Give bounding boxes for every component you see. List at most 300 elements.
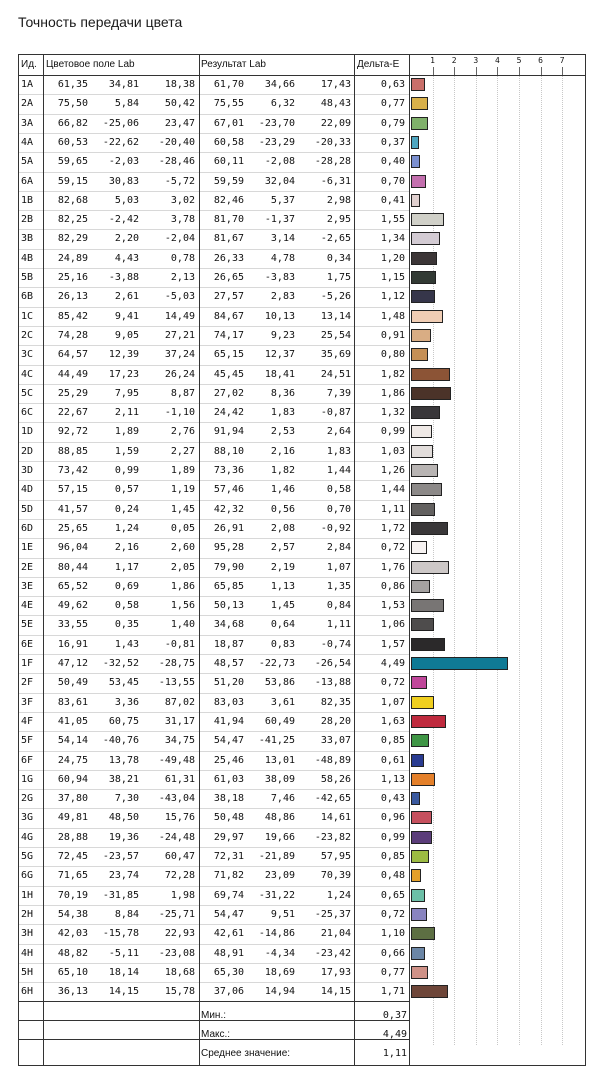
result-a: -23,29	[258, 136, 295, 148]
patch-id: 4F	[21, 715, 34, 727]
target-a: 14,15	[108, 986, 139, 998]
target-b: 87,02	[164, 696, 195, 708]
patch-id: 6H	[21, 986, 34, 998]
delta-e-value: 0,72	[380, 677, 405, 689]
delta-e-value: 0,37	[380, 136, 405, 148]
result-b: -5,26	[320, 291, 351, 303]
result-b: 0,34	[326, 252, 351, 264]
result-l: 51,20	[213, 677, 244, 689]
result-a: 6,32	[270, 98, 295, 110]
result-b: 0,58	[326, 484, 351, 496]
result-a: 7,46	[270, 793, 295, 805]
result-a: -41,25	[258, 735, 295, 747]
patch-id: 6E	[21, 638, 34, 650]
patch-id: 5D	[21, 503, 34, 515]
result-l: 41,94	[213, 715, 244, 727]
delta-e-value: 1,12	[380, 291, 405, 303]
result-l: 54,47	[213, 735, 244, 747]
delta-e-bar	[411, 406, 440, 419]
delta-e-value: 0,72	[380, 908, 405, 920]
target-b: -24,48	[158, 831, 195, 843]
target-a: 48,50	[108, 812, 139, 824]
result-a: 2,83	[270, 291, 295, 303]
result-a: 1,13	[270, 580, 295, 592]
target-l: 24,89	[57, 252, 88, 264]
delta-e-bar	[411, 213, 444, 226]
result-l: 65,15	[213, 349, 244, 361]
delta-e-value: 1,13	[380, 773, 405, 785]
target-a: 7,95	[114, 387, 139, 399]
x-gridline	[562, 75, 563, 1045]
target-l: 75,50	[57, 98, 88, 110]
result-a: 4,78	[270, 252, 295, 264]
target-b: 8,87	[170, 387, 195, 399]
result-l: 18,87	[213, 638, 244, 650]
color-accuracy-table	[18, 54, 586, 1066]
target-b: -20,40	[158, 136, 195, 148]
target-b: 1,19	[170, 484, 195, 496]
result-a: 2,53	[270, 426, 295, 438]
delta-e-value: 0,66	[380, 947, 405, 959]
delta-e-value: 0,99	[380, 831, 405, 843]
target-a: 38,21	[108, 773, 139, 785]
result-a: -14,86	[258, 928, 295, 940]
patch-id: 6B	[21, 291, 34, 303]
x-tick-mark	[454, 67, 455, 75]
result-l: 54,47	[213, 908, 244, 920]
target-b: 1,89	[170, 465, 195, 476]
target-a: 0,99	[114, 465, 139, 476]
delta-e-bar	[411, 831, 432, 844]
result-l: 57,46	[213, 484, 244, 496]
target-b: 1,86	[170, 580, 195, 592]
delta-e-bar	[411, 252, 437, 265]
target-b: 2,13	[170, 272, 195, 283]
target-l: 49,62	[57, 600, 88, 612]
result-b: -26,54	[314, 658, 351, 669]
target-l: 36,13	[57, 986, 88, 998]
target-l: 57,15	[57, 484, 88, 496]
target-l: 25,29	[57, 387, 88, 399]
result-a: 9,23	[270, 329, 295, 341]
result-l: 26,91	[213, 522, 244, 534]
patch-id: 5B	[21, 272, 34, 283]
x-tick-mark	[476, 67, 477, 75]
patch-id: 3F	[21, 696, 34, 708]
delta-e-value: 1,48	[380, 310, 405, 322]
target-a: 18,14	[108, 966, 139, 978]
target-b: 2,60	[170, 542, 195, 554]
summary-max-label: Макс.:	[201, 1029, 231, 1040]
target-a: 4,43	[114, 252, 139, 264]
target-l: 82,68	[57, 194, 88, 206]
result-l: 48,91	[213, 947, 244, 959]
delta-e-value: 0,99	[380, 426, 405, 438]
target-l: 82,25	[57, 214, 88, 226]
target-b: -43,04	[158, 793, 195, 805]
patch-id: 2F	[21, 677, 34, 689]
result-b: 21,04	[320, 928, 351, 940]
patch-id: 6C	[21, 407, 34, 419]
column-divider	[409, 55, 410, 1065]
result-b: -23,82	[314, 831, 351, 843]
target-l: 92,72	[57, 426, 88, 438]
target-l: 49,81	[57, 812, 88, 824]
result-l: 79,90	[213, 561, 244, 573]
result-b: 0,84	[326, 600, 351, 612]
delta-e-bar	[411, 696, 434, 709]
target-b: -49,48	[158, 754, 195, 766]
delta-e-value: 1,34	[380, 233, 405, 245]
result-b: 1,75	[326, 272, 351, 283]
delta-e-value: 1,15	[380, 272, 405, 283]
result-b: 1,07	[326, 561, 351, 573]
result-l: 69,74	[213, 889, 244, 901]
delta-e-value: 0,41	[380, 194, 405, 206]
result-l: 83,03	[213, 696, 244, 708]
x-tick-label: 6	[538, 56, 543, 65]
target-l: 59,65	[57, 156, 88, 168]
target-a: 1,59	[114, 445, 139, 457]
target-a: 30,83	[108, 175, 139, 187]
target-a: 17,23	[108, 368, 139, 380]
result-b: -23,42	[314, 947, 351, 959]
delta-e-value: 0,70	[380, 175, 405, 187]
target-a: 2,20	[114, 233, 139, 245]
patch-id: 1E	[21, 542, 34, 554]
target-a: 2,16	[114, 542, 139, 554]
target-l: 54,38	[57, 908, 88, 920]
patch-id: 2A	[21, 98, 34, 110]
result-a: -23,70	[258, 117, 295, 129]
target-a: 2,61	[114, 291, 139, 303]
target-b: 0,05	[170, 522, 195, 534]
column-divider	[199, 55, 200, 1065]
delta-e-value: 0,65	[380, 889, 405, 901]
target-l: 42,03	[57, 928, 88, 940]
result-b: -6,31	[320, 175, 351, 187]
column-divider	[354, 55, 355, 1065]
result-a: 0,83	[270, 638, 295, 650]
target-l: 33,55	[57, 619, 88, 631]
target-a: -2,03	[108, 156, 139, 168]
result-l: 81,67	[213, 233, 244, 245]
x-tick-mark	[519, 67, 520, 75]
x-gridline	[497, 75, 498, 1045]
result-l: 91,94	[213, 426, 244, 438]
result-a: -31,22	[258, 889, 295, 901]
target-a: -15,78	[102, 928, 139, 940]
target-b: 72,28	[164, 870, 195, 882]
result-l: 42,32	[213, 503, 244, 515]
target-l: 70,19	[57, 889, 88, 901]
delta-e-bar	[411, 908, 427, 921]
delta-e-bar	[411, 232, 440, 245]
header-divider	[19, 75, 585, 76]
result-b: 1,24	[326, 889, 351, 901]
result-b: -48,89	[314, 754, 351, 766]
target-a: 7,30	[114, 793, 139, 805]
delta-e-value: 1,76	[380, 561, 405, 573]
delta-e-bar	[411, 638, 445, 651]
target-b: 1,98	[170, 889, 195, 901]
summary-max-value: 4,49	[382, 1029, 407, 1040]
target-l: 88,85	[57, 445, 88, 457]
delta-e-value: 1,53	[380, 600, 405, 612]
target-l: 25,65	[57, 522, 88, 534]
delta-e-bar	[411, 811, 432, 824]
result-a: -3,83	[264, 272, 295, 283]
result-a: 1,82	[270, 465, 295, 476]
delta-e-value: 1,07	[380, 696, 405, 708]
target-b: 0,78	[170, 252, 195, 264]
result-a: -1,37	[264, 214, 295, 226]
x-gridline	[519, 75, 520, 1045]
patch-id: 2G	[21, 793, 34, 805]
result-a: 8,36	[270, 387, 295, 399]
result-a: -21,89	[258, 851, 295, 862]
delta-e-value: 1,06	[380, 619, 405, 631]
summary-avg-label: Среднее значение:	[201, 1048, 291, 1059]
patch-id: 6F	[21, 754, 34, 766]
result-l: 88,10	[213, 445, 244, 457]
target-b: 3,78	[170, 214, 195, 226]
delta-e-value: 1,55	[380, 214, 405, 226]
result-b: 14,61	[320, 812, 351, 824]
target-a: 60,75	[108, 715, 139, 727]
header-result-lab: Результат Lab	[201, 59, 266, 70]
patch-id: 1B	[21, 194, 34, 206]
target-a: 13,78	[108, 754, 139, 766]
target-a: 9,41	[114, 310, 139, 322]
patch-id: 3G	[21, 812, 34, 824]
result-a: 3,14	[270, 233, 295, 245]
delta-e-bar	[411, 580, 430, 593]
delta-e-bar	[411, 503, 435, 516]
delta-e-bar	[411, 947, 425, 960]
delta-e-value: 0,77	[380, 98, 405, 110]
result-a: 1,46	[270, 484, 295, 496]
result-b: 1,44	[326, 465, 351, 476]
delta-e-bar	[411, 927, 435, 940]
result-b: 2,95	[326, 214, 351, 226]
x-tick-label: 5	[516, 56, 522, 65]
target-l: 28,88	[57, 831, 88, 843]
result-a: 5,37	[270, 194, 295, 206]
result-a: 2,19	[270, 561, 295, 573]
result-b: 17,93	[320, 966, 351, 978]
result-l: 24,42	[213, 407, 244, 419]
result-b: 82,35	[320, 696, 351, 708]
target-l: 85,42	[57, 310, 88, 322]
x-tick-label: 7	[559, 56, 565, 65]
target-a: 0,58	[114, 600, 139, 612]
result-b: 14,15	[320, 986, 351, 998]
result-b: 0,70	[326, 503, 351, 515]
result-b: 22,09	[320, 117, 351, 129]
result-a: 2,57	[270, 542, 295, 554]
result-b: -0,87	[320, 407, 351, 419]
target-l: 96,04	[57, 542, 88, 554]
target-a: 1,17	[114, 561, 139, 573]
result-l: 48,57	[213, 658, 244, 669]
result-l: 75,55	[213, 98, 244, 110]
delta-e-value: 0,43	[380, 793, 405, 805]
result-a: -4,34	[264, 947, 295, 959]
target-a: -32,52	[102, 658, 139, 669]
delta-e-bar	[411, 329, 431, 342]
target-a: 53,45	[108, 677, 139, 689]
x-gridline	[541, 75, 542, 1045]
patch-id: 4H	[21, 947, 34, 959]
target-l: 64,57	[57, 349, 88, 361]
result-b: 7,39	[326, 387, 351, 399]
result-l: 84,67	[213, 310, 244, 322]
delta-e-bar	[411, 754, 424, 767]
x-tick-label: 2	[451, 56, 457, 65]
delta-e-bar	[411, 368, 450, 381]
delta-e-bar	[411, 850, 429, 863]
target-l: 37,80	[57, 793, 88, 805]
target-a: 23,74	[108, 870, 139, 882]
target-b: 1,56	[170, 600, 195, 612]
delta-e-value: 1,57	[380, 638, 405, 650]
delta-e-bar	[411, 657, 508, 670]
result-a: -22,73	[258, 658, 295, 669]
target-l: 65,10	[57, 966, 88, 978]
x-gridline	[454, 75, 455, 1045]
patch-id: 2E	[21, 561, 34, 573]
result-a: -2,08	[264, 156, 295, 168]
result-a: 2,16	[270, 445, 295, 457]
target-l: 66,82	[57, 117, 88, 129]
target-l: 24,75	[57, 754, 88, 766]
result-l: 38,18	[213, 793, 244, 805]
result-l: 61,70	[213, 79, 244, 90]
target-b: -13,55	[158, 677, 195, 689]
result-a: 3,61	[270, 696, 295, 708]
result-a: 0,64	[270, 619, 295, 631]
delta-e-value: 1,10	[380, 928, 405, 940]
target-l: 41,05	[57, 715, 88, 727]
delta-e-bar	[411, 271, 436, 284]
result-b: -2,65	[320, 233, 351, 245]
delta-e-bar	[411, 387, 451, 400]
result-l: 42,61	[213, 928, 244, 940]
x-gridline	[476, 75, 477, 1045]
target-l: 80,44	[57, 561, 88, 573]
result-l: 81,70	[213, 214, 244, 226]
summary-min-label: Мин.:	[201, 1010, 226, 1021]
delta-e-value: 0,48	[380, 870, 405, 882]
delta-e-bar	[411, 175, 426, 188]
target-b: -1,10	[164, 407, 195, 419]
result-a: 1,83	[270, 407, 295, 419]
patch-id: 1F	[21, 658, 34, 669]
result-b: 13,14	[320, 310, 351, 322]
delta-e-bar	[411, 136, 419, 149]
result-b: -42,65	[314, 793, 351, 805]
target-l: 50,49	[57, 677, 88, 689]
result-a: 32,04	[264, 175, 295, 187]
target-a: 1,43	[114, 638, 139, 650]
result-l: 45,45	[213, 368, 244, 380]
target-b: 1,45	[170, 503, 195, 515]
result-a: 9,51	[270, 908, 295, 920]
result-a: 13,01	[264, 754, 295, 766]
target-a: -3,88	[108, 272, 139, 283]
delta-e-bar	[411, 97, 428, 110]
target-l: 54,14	[57, 735, 88, 747]
delta-e-bar	[411, 290, 435, 303]
target-b: 27,21	[164, 329, 195, 341]
header-delta-e: Дельта-E	[357, 59, 400, 70]
delta-e-value: 4,49	[380, 658, 405, 669]
x-tick-label: 3	[473, 56, 479, 65]
delta-e-value: 0,40	[380, 156, 405, 168]
result-l: 74,17	[213, 329, 244, 341]
delta-e-value: 0,79	[380, 117, 405, 129]
delta-e-bar	[411, 483, 442, 496]
delta-e-value: 1,26	[380, 465, 405, 476]
result-b: -20,33	[314, 136, 351, 148]
delta-e-bar	[411, 310, 443, 323]
patch-id: 5A	[21, 156, 34, 168]
result-b: 17,43	[320, 79, 351, 90]
result-b: 58,26	[320, 773, 351, 785]
result-a: 0,56	[270, 503, 295, 515]
x-tick-mark	[433, 67, 434, 75]
target-a: -25,06	[102, 117, 139, 129]
result-l: 26,33	[213, 252, 244, 264]
delta-e-bar	[411, 599, 444, 612]
delta-e-bar	[411, 445, 433, 458]
result-b: 2,98	[326, 194, 351, 206]
delta-e-bar	[411, 889, 425, 902]
target-a: 0,57	[114, 484, 139, 496]
result-b: 25,54	[320, 329, 351, 341]
target-b: 26,24	[164, 368, 195, 380]
result-l: 61,03	[213, 773, 244, 785]
result-a: 18,69	[264, 966, 295, 978]
target-b: -23,08	[158, 947, 195, 959]
summary-divider	[19, 1039, 410, 1040]
target-b: 1,40	[170, 619, 195, 631]
result-l: 72,31	[213, 851, 244, 862]
result-l: 59,59	[213, 175, 244, 187]
patch-id: 3D	[21, 465, 34, 476]
result-b: 1,11	[326, 619, 351, 631]
delta-e-bar	[411, 155, 420, 168]
result-a: 2,08	[270, 522, 295, 534]
target-a: 0,69	[114, 580, 139, 592]
target-l: 59,15	[57, 175, 88, 187]
delta-e-value: 0,72	[380, 542, 405, 554]
result-b: -0,74	[320, 638, 351, 650]
target-l: 61,35	[57, 79, 88, 90]
result-a: 10,13	[264, 310, 295, 322]
result-b: -0,92	[320, 522, 351, 534]
target-l: 65,52	[57, 580, 88, 592]
result-l: 50,48	[213, 812, 244, 824]
result-b: 2,84	[326, 542, 351, 554]
delta-e-bar	[411, 715, 446, 728]
target-b: 22,93	[164, 928, 195, 940]
x-tick-mark	[562, 67, 563, 75]
delta-e-bar	[411, 734, 429, 747]
patch-id: 5E	[21, 619, 34, 631]
target-l: 47,12	[57, 658, 88, 669]
